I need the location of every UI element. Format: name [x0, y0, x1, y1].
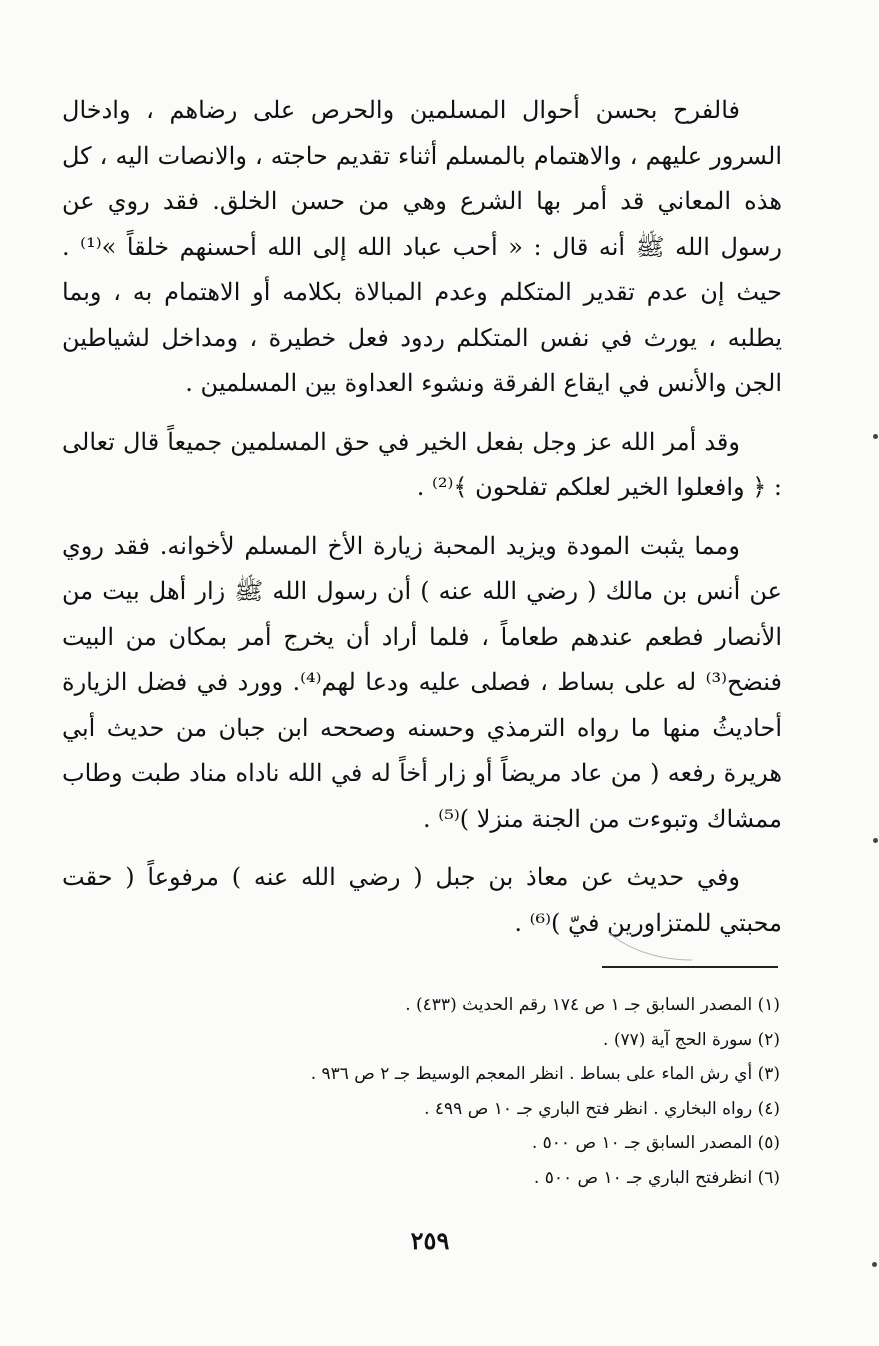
scan-speck: [872, 1262, 877, 1267]
main-text: [62, 88, 782, 946]
paragraph-2: وقد أمر الله عز وجل بفعل الخير في حق المسلمين جميعاً قال تعالى : ﴿ وافعلوا الخير لعلكم تفلحون ﴾⁽²⁾ .: [62, 427, 782, 501]
footnote-4: (٤) رواه البخاري . انظر فتح الباري جـ ١٠ ص ٤٩٩ .: [424, 1098, 780, 1119]
footnotes: [240, 988, 780, 1195]
footnote-separator: [602, 966, 778, 968]
page-number: ٢٥٩: [410, 1226, 450, 1255]
paragraph-3: ومما يثبت المودة ويزيد المحبة زيارة الأخ المسلم لأخوانه. فقد روي عن أنس بن مالك ( رضي الله عنه ) أن رسول الله ﷺ زار أهل بيت من الأنصار فطعم عندهم طعاماً ، فلما أراد أن يخرج أمر بمكان من البيت فنضح⁽³⁾ له على بساط ، فصلى عليه ودعا لهم⁽⁴⁾. وورد في فضل الزيارة أحاديثُ منها ما رواه الترمذي وحسنه وصححه ابن جبان من حديث أبي هريرة رفعه ( من عاد مريضاً أو زار أخاً له في الله ناداه مناد طبت وطاب ممشاك وتبوءت من الجنة منزلا )⁽⁵⁾ .: [62, 531, 783, 833]
footnote-5: (٥) المصدر السابق جـ ١٠ ص ٥٠٠ .: [531, 1133, 780, 1153]
footnote-1: (١) المصدر السابق جـ ١ ص ١٧٤ رقم الحديث (٤٣٣) .: [405, 995, 780, 1015]
scan-speck: [873, 434, 878, 439]
paragraph-1: فالفرح بحسن أحوال المسلمين والحرص على رضاهم ، وادخال السرور عليهم ، والاهتمام بالمسلم أثناء تقديم حاجته ، والانصات اليه ، كل هذه المعاني قد أمر بها الشرع وهي من حسن الخلق. فقد روي عن رسول الله ﷺ أنه قال : « أحب عباد الله إلى الله أحسنهم خلقاً »⁽¹⁾ . حيث إن عدم تقدير المتكلم وعدم المبالاة بكلامه أو الاهتمام به ، وبما يطلبه ، يورث في نفس المتكلم ردود فعل خطيرة ، ومداخل لشياطين الجن والأنس في ايقاع الفرقة ونشوء العداوة بين المسلمين .: [62, 96, 783, 397]
paragraph-4: وفي حديث عن معاذ بن جبل ( رضي الله عنه ) مرفوعاً ( حقت محبتي للمتزاورين فيّ )⁽⁶⁾ .: [62, 863, 782, 937]
footnote-3: (٣) أي رش الماء على بساط . انظر المعجم الوسيط جـ ٢ ص ٩٣٦ .: [310, 1064, 780, 1084]
footnote-6: (٦) انظرفتح الباري جـ ١٠ ص ٥٠٠ .: [533, 1167, 780, 1188]
scan-speck: [873, 838, 878, 843]
footnote-2: (٢) سورة الحج آية (٧٧) .: [603, 1029, 780, 1050]
pencil-mark: [606, 926, 696, 966]
